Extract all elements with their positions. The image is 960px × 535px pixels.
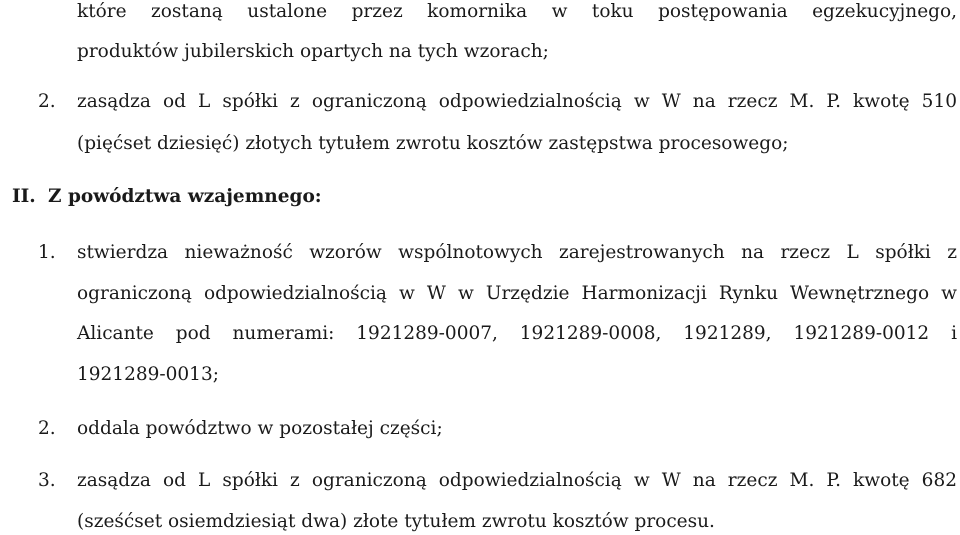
text-line: stwierdza nieważność wzorów wspólnotowych zarejestrowanych na rzecz L spółki z [77, 242, 957, 263]
list-number: 2. [38, 418, 56, 439]
text-line: oddala powództwo w pozostałej części; [77, 418, 443, 439]
section-title: Z powództwa wzajemnego: [48, 186, 322, 207]
text-line: zasądza od L spółki z ograniczoną odpowiedzialnością w W na rzecz M. P. kwotę 682 [77, 470, 957, 491]
text-line: ograniczoną odpowiedzialnością w W w Urzędzie Harmonizacji Rynku Wewnętrznego w [77, 283, 957, 304]
text-line: (sześćset osiemdziesiąt dwa) złote tytułem zwrotu kosztów procesu. [77, 511, 715, 532]
section-heading [12, 185, 322, 209]
text-line: zasądza od L spółki z ograniczoną odpowiedzialnością w W na rzecz M. P. kwotę 510 [77, 91, 957, 112]
list-number: 1. [38, 242, 56, 263]
text-line: Alicante pod numerami: 1921289-0007, 1921289-0008, 1921289, 1921289-0012 i [77, 323, 957, 344]
list-number: 3. [38, 470, 56, 491]
text-line: (pięćset dziesięć) złotych tytułem zwrotu kosztów zastępstwa procesowego; [77, 133, 789, 154]
list-number: 2. [38, 91, 56, 112]
text-line: które zostaną ustalone przez komornika w toku postępowania egzekucyjnego, [77, 1, 957, 22]
text-line: 1921289-0013; [77, 364, 219, 385]
text-line: produktów jubilerskich opartych na tych wzorach; [77, 41, 549, 62]
section-roman-numeral: II. [12, 186, 36, 207]
